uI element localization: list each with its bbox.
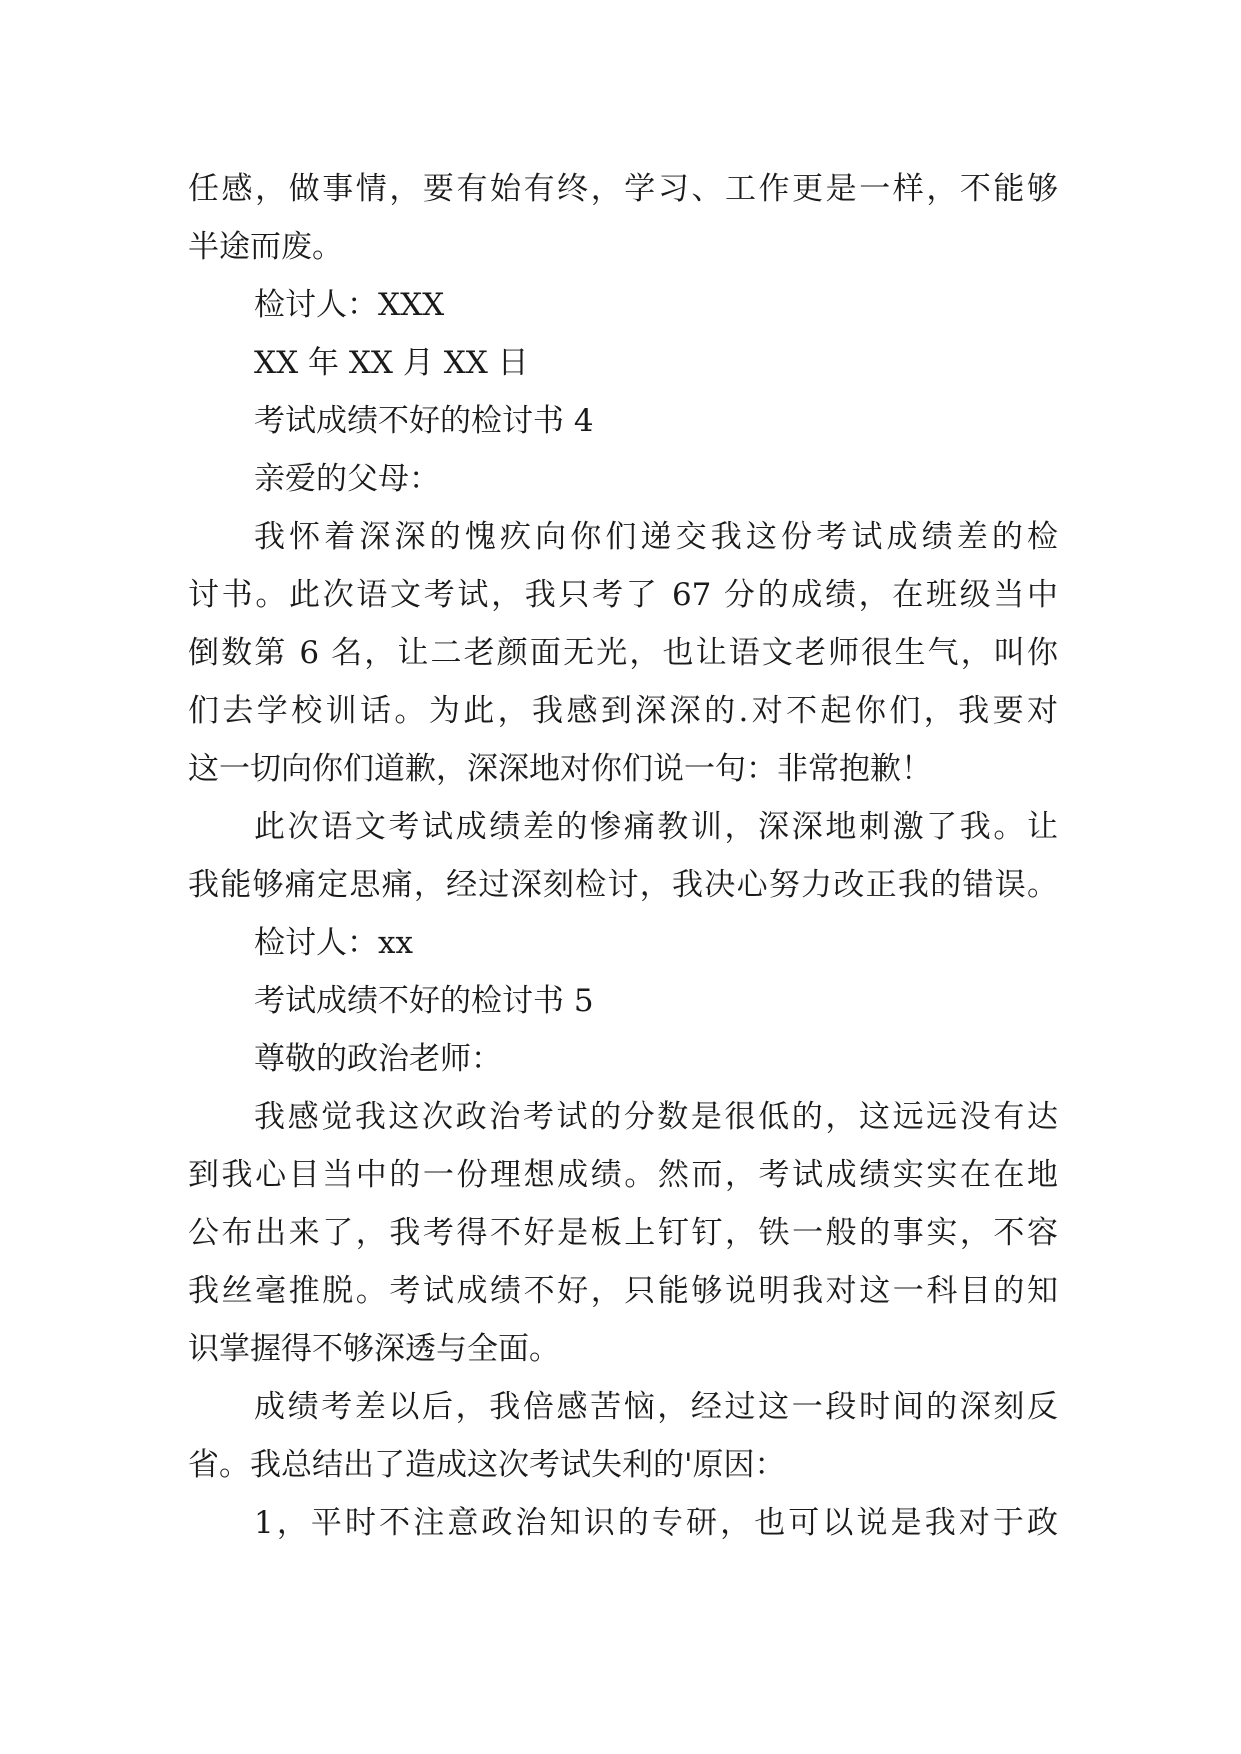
paragraph-line: 们去学校训话。为此，我感到深深的.对不起你们，我要对 — [188, 693, 1058, 729]
section-title: 考试成绩不好的检讨书 5 — [254, 983, 594, 1019]
paragraph-line: 成绩考差以后，我倍感苦恼，经过这一段时间的深刻反 — [254, 1389, 1058, 1425]
paragraph-line: 半途而废。 — [188, 229, 343, 265]
paragraph-line: 倒数第 6 名，让二老颜面无光，也让语文老师很生气，叫你 — [188, 635, 1058, 671]
paragraph-line: 这一切向你们道歉，深深地对你们说一句：非常抱歉！ — [188, 751, 932, 787]
paragraph-line: 1，平时不注意政治知识的专研，也可以说是我对于政 — [254, 1505, 1058, 1541]
paragraph-line: 任感，做事情，要有始有终，学习、工作更是一样，不能够 — [188, 171, 1058, 207]
date-line: XX 年 XX 月 XX 日 — [254, 345, 529, 381]
signature-line: 检讨人：xx — [254, 925, 413, 961]
paragraph-line: 我丝毫推脱。考试成绩不好，只能够说明我对这一科目的知 — [188, 1273, 1058, 1309]
paragraph-line: 我怀着深深的愧疚向你们递交我这份考试成绩差的检 — [254, 519, 1058, 555]
paragraph-line: 到我心目当中的一份理想成绩。然而，考试成绩实实在在地 — [188, 1157, 1058, 1193]
salutation: 亲爱的父母： — [254, 461, 440, 497]
paragraph-line: 我能够痛定思痛，经过深刻检讨，我决心努力改正我的错误。 — [188, 867, 1058, 903]
paragraph-line: 讨书。此次语文考试，我只考了 67 分的成绩，在班级当中 — [188, 577, 1058, 613]
paragraph-line: 公布出来了，我考得不好是板上钉钉，铁一般的事实，不容 — [188, 1215, 1058, 1251]
paragraph-line: 此次语文考试成绩差的惨痛教训，深深地刺激了我。让 — [254, 809, 1058, 845]
paragraph-line: 省。我总结出了造成这次考试失利的'原因： — [188, 1447, 786, 1483]
paragraph-line: 我感觉我这次政治考试的分数是很低的，这远远没有达 — [254, 1099, 1058, 1135]
salutation: 尊敬的政治老师： — [254, 1041, 502, 1077]
section-title: 考试成绩不好的检讨书 4 — [254, 403, 594, 439]
document-page — [188, 160, 1058, 1552]
paragraph-line: 识掌握得不够深透与全面。 — [188, 1331, 560, 1367]
signature-line: 检讨人：XXX — [254, 287, 445, 323]
